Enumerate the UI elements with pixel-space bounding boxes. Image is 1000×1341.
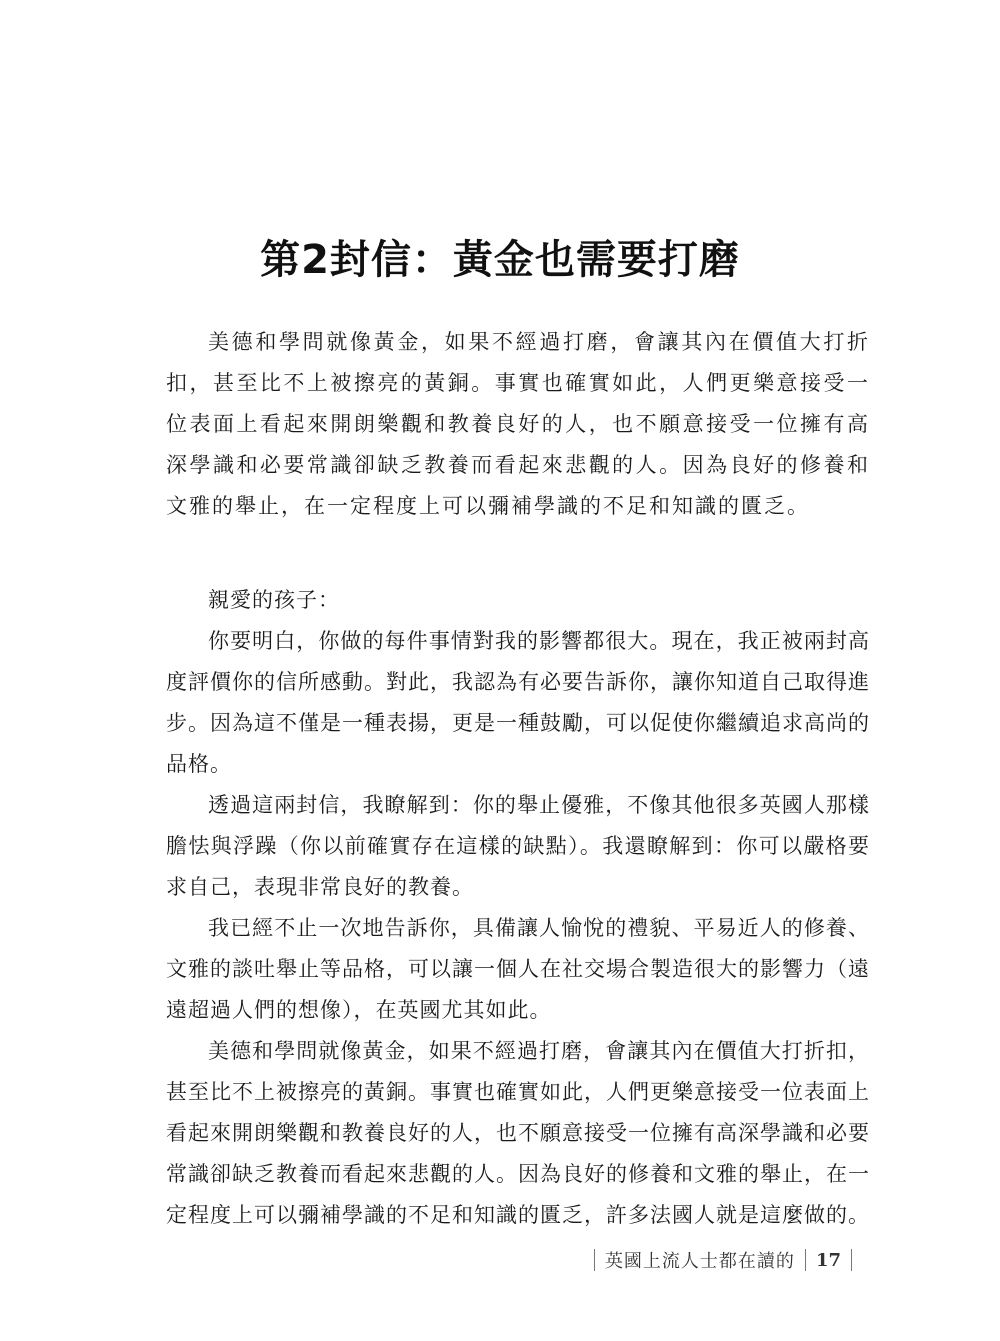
- page-title: 第2封信：黃金也需要打磨: [260, 236, 740, 283]
- footer-divider-right: [851, 1249, 852, 1271]
- footer-divider-middle: [805, 1249, 806, 1271]
- footer-divider-left: [594, 1249, 595, 1271]
- letter-paragraph-1: 你要明白，你做的每件事情對我的影響都很大。現在，我正被兩封高度評價你的信所感動。對此，我認為有必要告訴你，讓你知道自己取得進步。因為這不僅是一種表揚，更是一種鼓勵，可以促使你繼續追求高尚的品格。: [166, 629, 870, 776]
- footer-book-title: 英國上流人士都在讀的: [604, 1251, 795, 1272]
- letter-paragraph-4: 美德和學問就像黃金，如果不經過打磨，會讓其內在價值大打折扣，甚至比不上被擦亮的黃銅。事實也確實如此，人們更樂意接受一位表面上看起來開朗樂觀和教養良好的人，也不願意接受一位擁有高深學識和必要常識卻缺乏教養而看起來悲觀的人。因為良好的修養和文雅的舉止，在一定程度上可以彌補學識的不足和知識的匱乏，許多法國人就是這麼做的。: [166, 1039, 870, 1227]
- page-footer: [584, 1245, 862, 1275]
- epigraph: [166, 322, 870, 527]
- letter-paragraph-3: 我已經不止一次地告訴你，具備讓人愉悅的禮貌、平易近人的修養、文雅的談吐舉止等品格，可以讓一個人在社交場合製造很大的影響力（遠遠超過人們的想像），在英國尤其如此。: [166, 916, 870, 1022]
- page-number: 17: [815, 1249, 841, 1271]
- epigraph-paragraph: 美德和學問就像黃金，如果不經過打磨，會讓其內在價值大打折扣，甚至比不上被擦亮的黃銅。事實也確實如此，人們更樂意接受一位表面上看起來開朗樂觀和教養良好的人，也不願意接受一位擁有高深學識和必要常識卻缺乏教養而看起來悲觀的人。因為良好的修養和文雅的舉止，在一定程度上可以彌補學識的不足和知識的匱乏。: [166, 330, 870, 518]
- letter-paragraph-2: 透過這兩封信，我瞭解到：你的舉止優雅，不像其他很多英國人那樣膽怯與浮躁（你以前確實存在這樣的缺點）。我還瞭解到：你可以嚴格要求自己，表現非常良好的教養。: [166, 793, 870, 899]
- letter-body: [166, 580, 870, 1236]
- letter-salutation: 親愛的孩子：: [208, 588, 340, 612]
